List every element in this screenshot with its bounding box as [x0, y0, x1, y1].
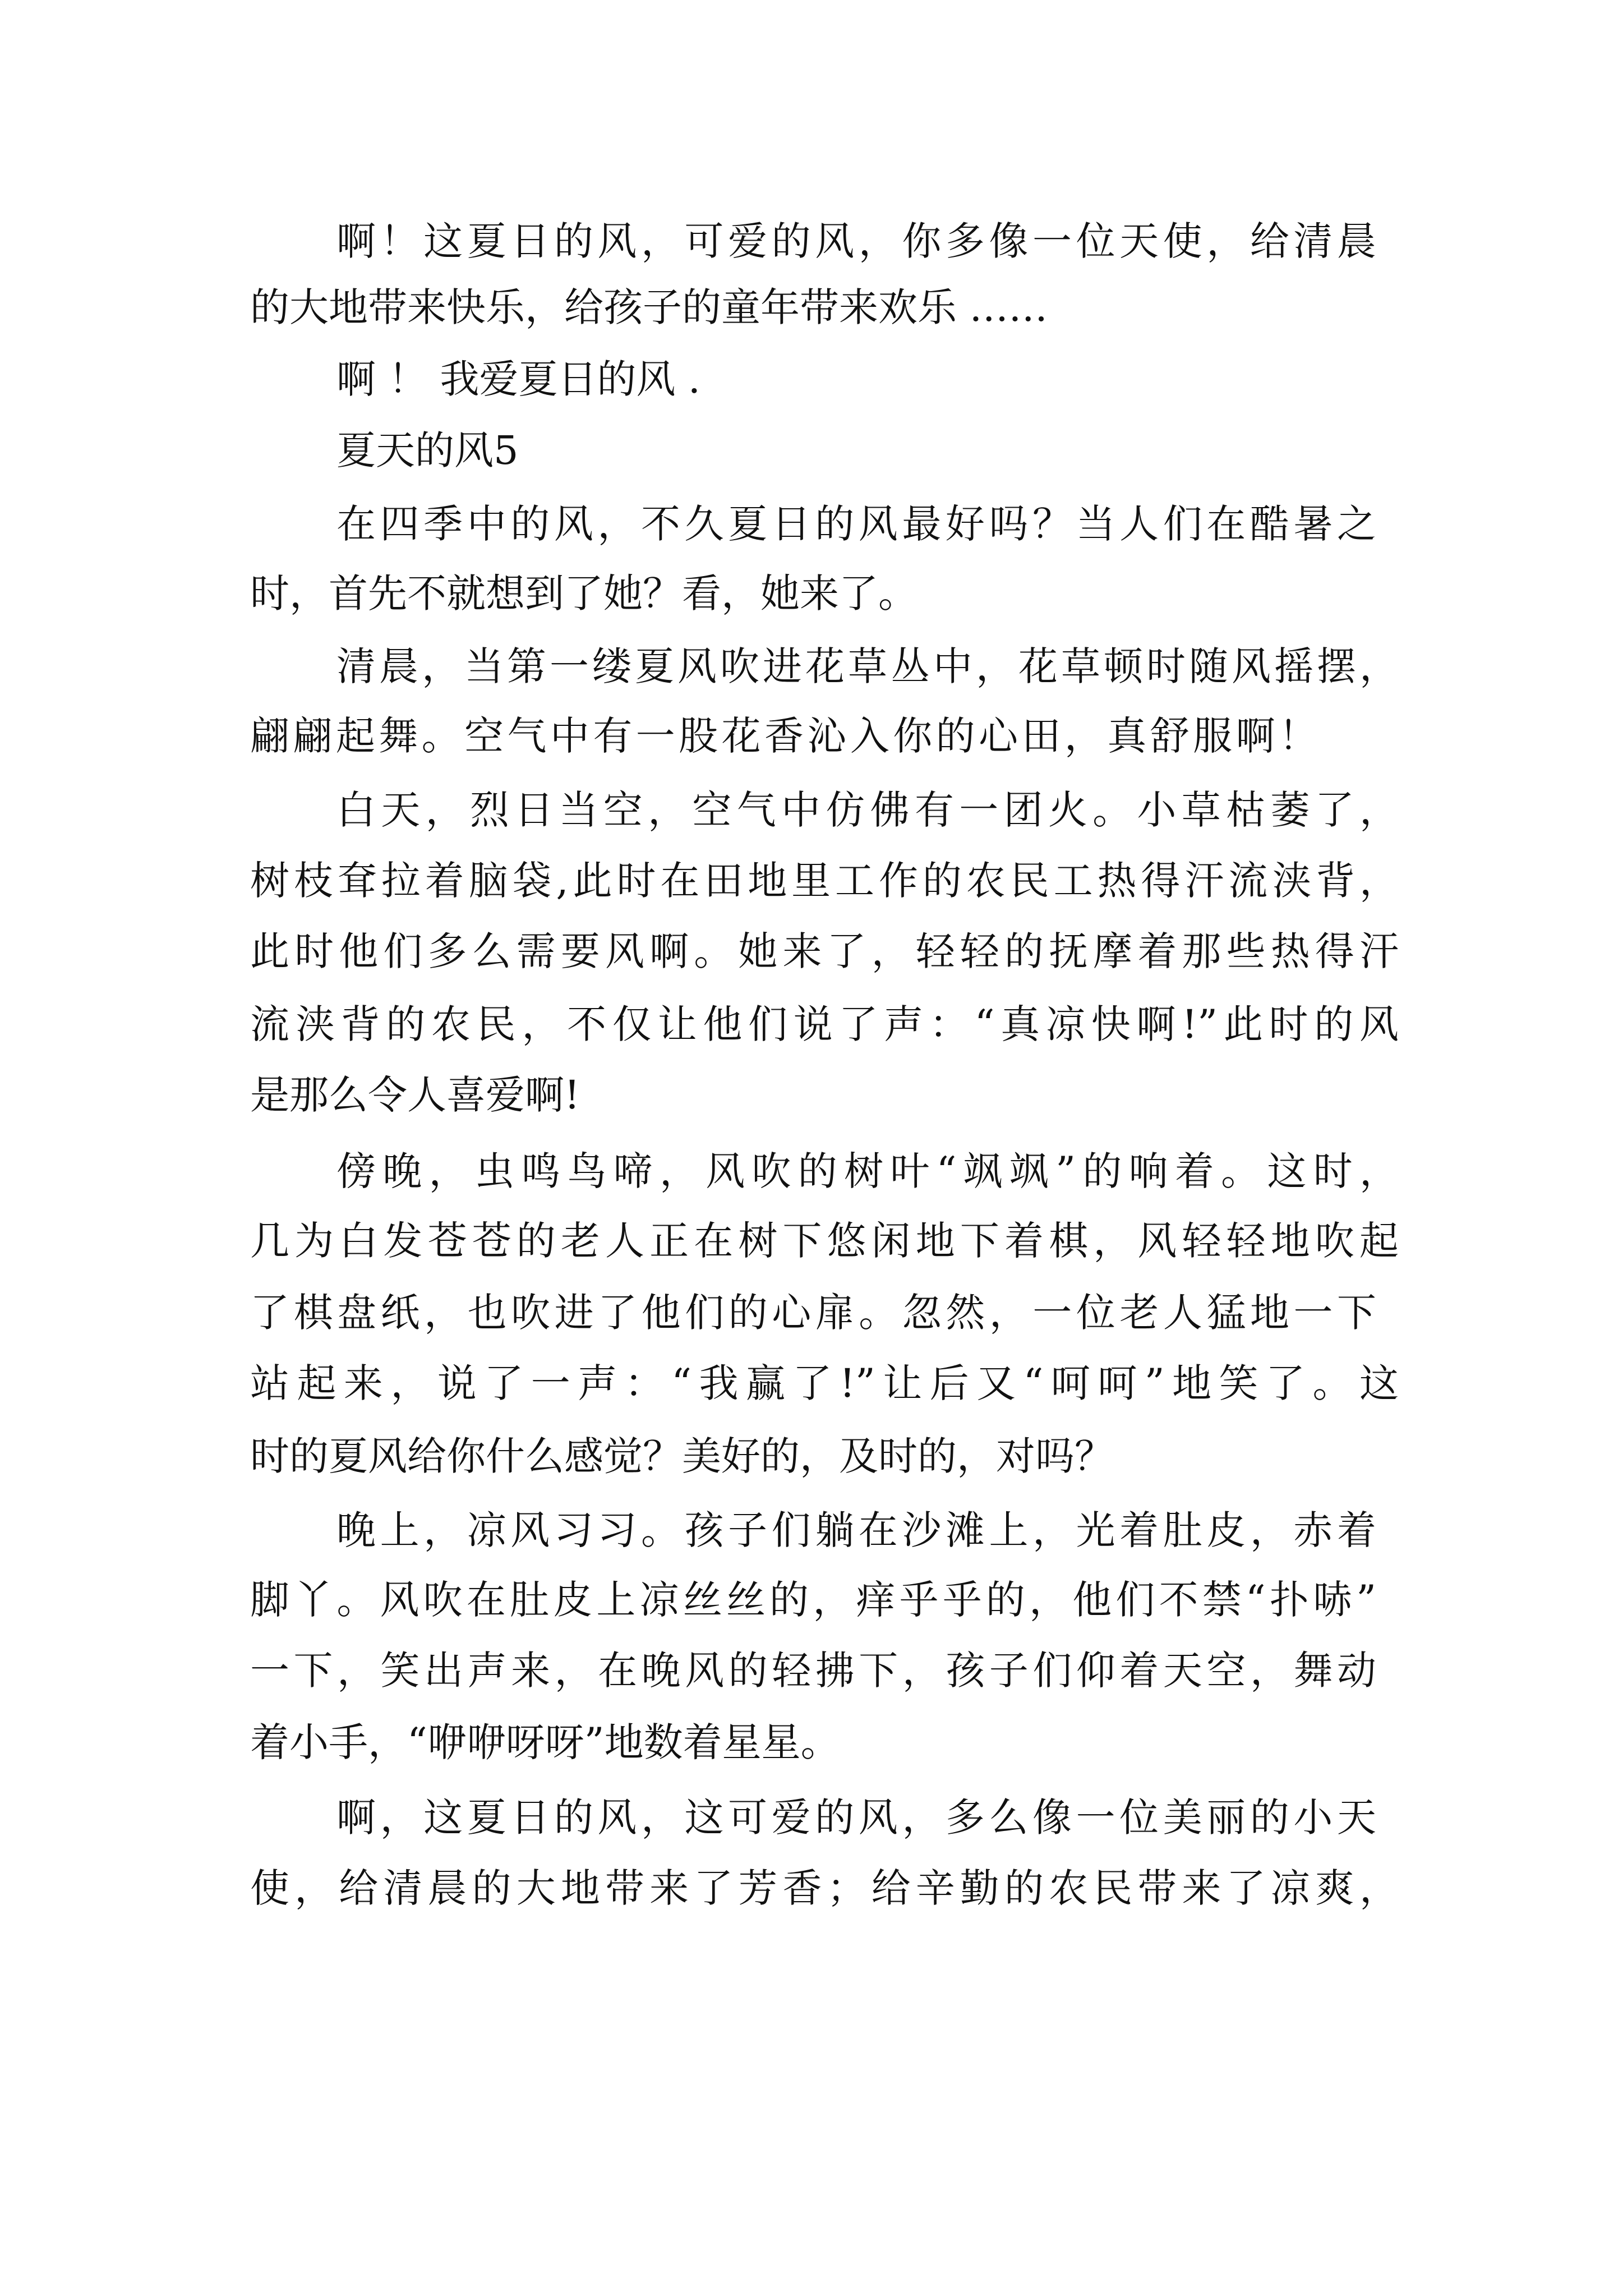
text-line: 着小手，“咿咿呀呀”地数着星星。: [250, 1719, 840, 1765]
text-line: 啊 ！ 我爱夏日的风 .: [336, 356, 701, 402]
text-line: 时，首先不就想到了她？看，她来了。: [250, 570, 917, 616]
text-line: 了棋盘纸，也吹进了他们的心扉。忽然，一位老人猛地一下: [250, 1290, 1376, 1336]
text-line: 在四季中的风，不久夏日的风最好吗？当人们在酷暑之: [336, 501, 1376, 547]
text-line: 脚丫。风吹在肚皮上凉丝丝的，痒乎乎的，他们不禁“扑哧”: [250, 1577, 1376, 1623]
text-line: 流浃背的农民，不仅让他们说了声：“真凉快啊!”此时的风: [250, 1001, 1399, 1047]
text-line: 时的夏风给你什么感觉？美好的，及时的，对吗？: [250, 1433, 1114, 1479]
text-line: 的大地带来快乐，给孩子的童年带来欢乐 ……: [250, 284, 1048, 330]
text-line: 啊，这夏日的风，这可爱的风，多么像一位美丽的小天: [336, 1795, 1376, 1841]
section-heading: 夏天的风5: [336, 427, 519, 473]
text-line: 清晨，当第一缕夏风吹进花草丛中，花草顿时随风摇摆，: [336, 643, 1399, 689]
text-line: 白天，烈日当空，空气中仿佛有一团火。小草枯萎了，: [336, 787, 1399, 833]
text-line: 几为白发苍苍的老人正在树下悠闲地下着棋，风轻轻地吹起: [250, 1218, 1399, 1264]
text-line: 使，给清晨的大地带来了芳香；给辛勤的农民带来了凉爽，: [250, 1865, 1399, 1911]
text-line: 此时他们多么需要风啊。她来了，轻轻的抚摩着那些热得汗: [250, 928, 1399, 974]
text-line: 一下，笑出声来，在晚风的轻拂下，孩子们仰着天空，舞动: [250, 1648, 1376, 1694]
text-line: 傍晚，虫鸣鸟啼，风吹的树叶“飒飒”的响着。这时，: [336, 1148, 1399, 1194]
text-line: 树枝耷拉着脑袋,此时在田地里工作的农民工热得汗流浃背，: [250, 858, 1399, 904]
text-line: 啊！这夏日的风，可爱的风，你多像一位天使，给清晨: [336, 218, 1376, 264]
text-line: 是那么令人喜爱啊!: [250, 1072, 580, 1118]
text-line: 站起来，说了一声：“我赢了!”让后又“呵呵”地笑了。这: [250, 1360, 1399, 1406]
text-line: 翩翩起舞。空气中有一股花香沁入你的心田，真舒服啊！: [250, 713, 1318, 759]
text-line: 晚上，凉风习习。孩子们躺在沙滩上，光着肚皮，赤着: [336, 1507, 1376, 1553]
